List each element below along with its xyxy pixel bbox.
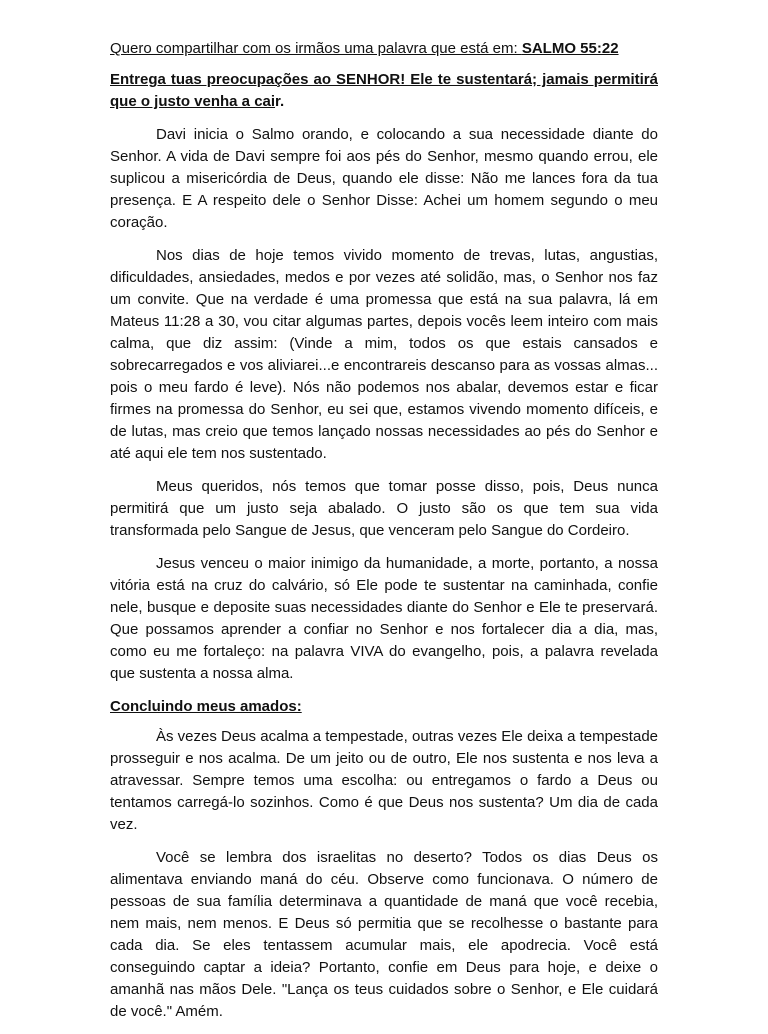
body-paragraph-2: Nos dias de hoje temos vivido momento de trevas, lutas, angustias, dificuldades, ansiedades, medos e por vezes até solidão, mas, o Senhor nos faz um convite. Que na verdade é uma promessa que está na sua palavra, lá em Mateus 11:28 a 30, vou citar algumas partes, depois vocês leem inteiro com mais calma, que diz assim: (Vinde a mim, todos os que estais cansados e sobrecarregados e vos aliviarei...e encontrareis descanso para as vossas almas... pois o meu fardo é leve). Nós não podemos nos abalar, devemos estar e ficar firmes na promessa do Senhor, eu sei que, estamos vivendo momento difíceis, e de lutas, mas creio que temos lançado nossas necessidades ao pés do Senhor e até aqui ele tem nos sustentado. (110, 247, 658, 462)
body-paragraph-1: Davi inicia o Salmo orando, e colocando a sua necessidade diante do Senhor. A vida de Davi sempre foi aos pés do Senhor, mesmo quando errou, ele suplicou a misericórdia de Deus, quando ele disse: Não me lances fora da tua presença. E A respeito dele o Senhor Disse: Achei um homem segundo o meu coração. (110, 126, 658, 231)
conclusion-heading: Concluindo meus amados: (110, 698, 302, 715)
conclusion-paragraph-2: Você se lembra dos israelitas no deserto? Todos os dias Deus os alimentava enviando maná do céu. Observe como funcionava. O número de pessoas de sua família determinava a quantidade de maná que você recebia, nem mais, nem menos. E Deus só permitia que se recolhesse o bastante para cada dia. Se eles tentassem acumular mais, ele apodrecia. Você está conseguindo captar a ideia? Portanto, confie em Deus para hoje, e deixe o amanhã nas mãos Dele. "Lança os teus cuidados sobre o Senhor, e Ele cuidará de você." Amém. (110, 849, 658, 1020)
intro-line (110, 38, 658, 60)
body-paragraph-3: Meus queridos, nós temos que tomar posse disso, pois, Deus nunca permitirá que um justo seja abalado. O justo são os que tem sua vida transformada pelo Sangue de Jesus, que venceram pelo Sangue do Cordeiro. (110, 478, 658, 539)
document-page (110, 38, 658, 1034)
key-verse (110, 69, 658, 113)
psalm-reference: SALMO 55:22 (521, 40, 619, 57)
conclusion-paragraph-1: Às vezes Deus acalma a tempestade, outras vezes Ele deixa a tempestade prosseguir e nos acalma. De um jeito ou de outro, Ele nos sustenta e nos leva a atravessar. Sempre temos uma escolha: ou entregamos o fardo a Deus ou tentamos carregá-lo sozinhos. Como é que Deus nos sustenta? Um dia de cada vez. (110, 728, 658, 833)
key-verse-underlined: Entrega tuas preocupações ao SENHOR! Ele te sustentará; jamais permitirá que o justo venha a cai (110, 71, 658, 110)
body-paragraph-4: Jesus venceu o maior inimigo da humanidade, a morte, portanto, a nossa vitória está na cruz do calvário, só Ele pode te sustentar na caminhada, confie nele, busque e deposite suas necessidades diante do Senhor e Ele te preservará. Que possamos aprender a confiar no Senhor e nos fortalecer dia a dia, mas, como eu me fortaleço: na palavra VIVA do evangelho, pois, a palavra revelada que sustenta a nossa alma. (110, 555, 658, 682)
key-verse-tail: r. (275, 93, 285, 110)
intro-text: Quero compartilhar com os irmãos uma palavra que está em: (110, 40, 522, 57)
